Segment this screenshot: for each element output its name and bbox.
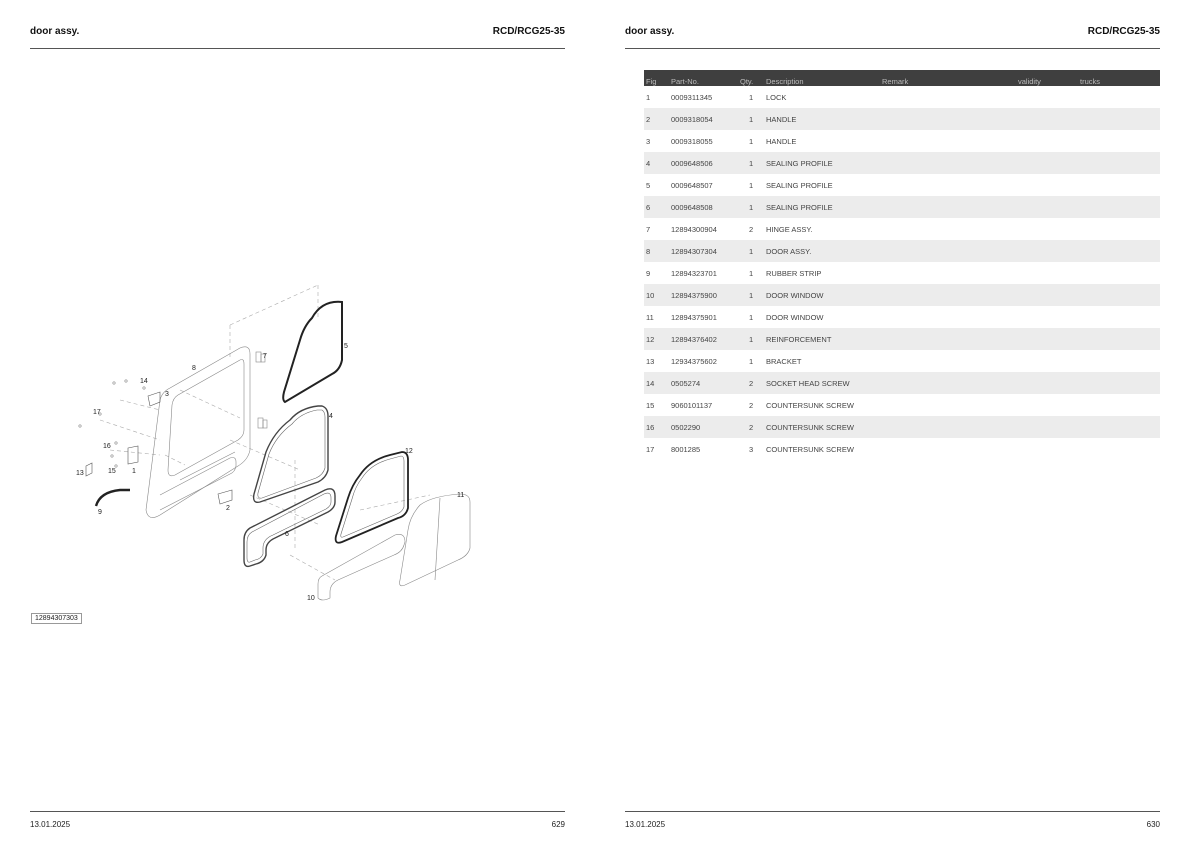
cell-validity	[1016, 262, 1078, 284]
cell-remark	[880, 328, 1016, 350]
cell-validity	[1016, 306, 1078, 328]
table-row	[644, 196, 1160, 218]
cell-description: COUNTERSUNK SCREW	[764, 416, 880, 438]
cell-trucks	[1078, 350, 1160, 372]
cell-trucks	[1078, 438, 1160, 460]
callout-8: 8	[192, 365, 196, 372]
callout-12: 12	[405, 448, 413, 455]
cell-validity	[1016, 152, 1078, 174]
callout-17: 17	[93, 409, 101, 416]
cell-description: DOOR ASSY.	[764, 240, 880, 262]
cell-part-no: 0009648506	[669, 152, 738, 174]
door-window-11-shape	[400, 494, 470, 586]
cell-part-no: 0009318055	[671, 136, 713, 146]
sealing-profile-6-shape	[244, 489, 335, 567]
cell-validity	[1016, 218, 1078, 240]
callout-1: 1	[132, 468, 136, 475]
cell-validity	[1016, 394, 1078, 416]
callout-14: 14	[140, 378, 148, 385]
cell-description: SEALING PROFILE	[764, 196, 880, 218]
column-header-remark: Remark	[880, 70, 1016, 86]
cell-trucks	[1078, 416, 1160, 438]
cell-qty: 3	[749, 444, 754, 454]
cell-part-no: 0505274	[669, 372, 738, 394]
cell-qty: 1	[749, 180, 754, 190]
sealing-profile-4-shape	[254, 406, 328, 502]
cell-description: SOCKET HEAD SCREW	[764, 372, 880, 394]
table-row	[644, 86, 1160, 108]
table-row	[644, 372, 1160, 394]
cell-qty: 1	[749, 92, 754, 102]
callout-13: 13	[76, 470, 84, 477]
cell-trucks	[1078, 394, 1160, 416]
callout-9: 9	[98, 509, 102, 516]
cell-remark	[880, 350, 1016, 372]
footer-divider	[30, 811, 565, 812]
cell-remark	[880, 174, 1016, 196]
cell-trucks	[1078, 372, 1160, 394]
cell-trucks	[1078, 218, 1160, 240]
cell-qty: 2	[749, 224, 754, 234]
cell-description: DOOR WINDOW	[764, 284, 880, 306]
header-divider	[625, 48, 1160, 49]
cell-description: COUNTERSUNK SCREW	[766, 400, 854, 410]
page-number: 629	[551, 820, 565, 829]
cell-trucks	[1078, 284, 1160, 306]
cell-validity	[1016, 240, 1078, 262]
callout-7: 7	[263, 353, 267, 360]
cell-fig: 1	[646, 92, 651, 102]
footer-divider	[625, 811, 1160, 812]
cell-qty: 2	[738, 416, 764, 438]
cell-validity	[1016, 438, 1078, 460]
cell-validity	[1016, 350, 1078, 372]
cell-validity	[1016, 130, 1078, 152]
table-row	[644, 306, 1160, 328]
cell-fig: 3	[646, 136, 651, 146]
cell-qty: 1	[738, 196, 764, 218]
cell-fig: 13	[646, 356, 655, 366]
cell-description: HINGE ASSY.	[766, 224, 813, 234]
callout-6: 6	[285, 531, 289, 538]
cell-remark	[880, 306, 1016, 328]
callout-4: 4	[329, 413, 333, 420]
cell-trucks	[1078, 196, 1160, 218]
cell-qty: 1	[749, 136, 754, 146]
table-row	[644, 416, 1160, 438]
table-row	[644, 262, 1160, 284]
cell-remark	[880, 284, 1016, 306]
column-header-description: Description	[764, 70, 880, 86]
cell-description: RUBBER STRIP	[766, 268, 822, 278]
cell-fig: 17	[646, 444, 655, 454]
table-row	[644, 394, 1160, 416]
cell-remark	[880, 108, 1016, 130]
cell-trucks	[1078, 108, 1160, 130]
cell-trucks	[1078, 240, 1160, 262]
callout-15: 15	[108, 468, 116, 475]
column-header-validity: validity	[1016, 70, 1078, 86]
cell-qty: 1	[738, 108, 764, 130]
cell-description: HANDLE	[766, 136, 797, 146]
cell-part-no: 0009648507	[671, 180, 713, 190]
cell-fig: 2	[644, 108, 669, 130]
model-label: RCD/RCG25-35	[1087, 26, 1160, 37]
cell-fig: 10	[644, 284, 669, 306]
table-row	[644, 174, 1160, 196]
cell-validity	[1016, 416, 1078, 438]
cell-part-no: 0009648508	[669, 196, 738, 218]
column-header-trucks: trucks	[1078, 70, 1160, 86]
table-row	[644, 130, 1160, 152]
footer-date: 13.01.2025	[625, 820, 666, 829]
door-frame-shape	[146, 347, 250, 518]
page-number: 630	[1146, 820, 1160, 829]
model-label: RCD/RCG25-35	[492, 26, 565, 37]
cell-trucks	[1078, 306, 1160, 328]
reinforcement-12-shape	[336, 452, 408, 543]
callout-2: 2	[226, 505, 230, 512]
cell-part-no: 12894376402	[669, 328, 738, 350]
rubber-strip-9-shape	[96, 490, 130, 506]
cell-remark	[880, 196, 1016, 218]
cell-trucks	[1078, 86, 1160, 108]
cell-qty: 1	[749, 356, 754, 366]
cell-remark	[880, 240, 1016, 262]
cell-qty: 1	[738, 284, 764, 306]
cell-fig: 4	[644, 152, 669, 174]
cell-validity	[1016, 108, 1078, 130]
cell-description: REINFORCEMENT	[764, 328, 880, 350]
parts-table-body	[644, 86, 1160, 460]
cell-remark	[880, 218, 1016, 240]
cell-remark	[880, 152, 1016, 174]
table-row	[644, 284, 1160, 306]
callout-11: 11	[457, 492, 465, 499]
cell-qty: 1	[749, 312, 754, 322]
cell-part-no: 12894375901	[671, 312, 717, 322]
footer-date: 13.01.2025	[30, 820, 71, 829]
table-row	[644, 350, 1160, 372]
cell-fig: 16	[644, 416, 669, 438]
cell-validity	[1016, 328, 1078, 350]
cell-fig: 15	[646, 400, 655, 410]
parts-table	[644, 70, 1160, 460]
cell-description: COUNTERSUNK SCREW	[766, 444, 854, 454]
cell-fig: 14	[644, 372, 669, 394]
cell-description: LOCK	[766, 92, 787, 102]
column-header-fig: Fig	[644, 70, 669, 86]
cell-part-no: 12894323701	[671, 268, 717, 278]
cell-fig: 8	[644, 240, 669, 262]
cell-validity	[1016, 284, 1078, 306]
cell-description: BRACKET	[766, 356, 802, 366]
cell-remark	[880, 416, 1016, 438]
callout-5: 5	[344, 343, 348, 350]
cell-fig: 12	[644, 328, 669, 350]
sealing-profile-5-shape	[283, 302, 342, 402]
cell-description: HANDLE	[764, 108, 880, 130]
table-row	[644, 108, 1160, 130]
cell-part-no: 12934375602	[671, 356, 717, 366]
cell-trucks	[1078, 262, 1160, 284]
cell-part-no: 0009311345	[671, 92, 713, 102]
cell-description: SEALING PROFILE	[766, 180, 833, 190]
cell-validity	[1016, 196, 1078, 218]
cell-part-no: 0502290	[669, 416, 738, 438]
cell-qty: 1	[738, 328, 764, 350]
table-row	[644, 218, 1160, 240]
cell-trucks	[1078, 130, 1160, 152]
cell-description: SEALING PROFILE	[764, 152, 880, 174]
cell-description: DOOR WINDOW	[766, 312, 824, 322]
cell-remark	[880, 372, 1016, 394]
cell-qty: 1	[749, 268, 754, 278]
page-title: door assy.	[30, 26, 80, 37]
table-row	[644, 240, 1160, 262]
cell-validity	[1016, 86, 1078, 108]
column-header-qty: Qty.	[738, 70, 764, 86]
cell-remark	[880, 130, 1016, 152]
page-title: door assy.	[625, 26, 675, 37]
cell-remark	[880, 262, 1016, 284]
table-row	[644, 438, 1160, 460]
right-page	[595, 0, 1190, 842]
cell-remark	[880, 394, 1016, 416]
cell-fig: 9	[646, 268, 651, 278]
cell-part-no: 8001285	[671, 444, 701, 454]
cell-fig: 6	[644, 196, 669, 218]
cell-fig: 7	[646, 224, 651, 234]
cell-validity	[1016, 174, 1078, 196]
callout-3: 3	[165, 391, 169, 398]
cell-qty: 2	[749, 400, 754, 410]
table-row	[644, 152, 1160, 174]
cell-part-no: 12894375900	[669, 284, 738, 306]
cell-qty: 1	[738, 152, 764, 174]
cell-part-no: 0009318054	[669, 108, 738, 130]
drawing-number: 12894307303	[31, 613, 82, 624]
cell-part-no: 9060101137	[671, 400, 713, 410]
column-header-part-no: Part-No.	[669, 70, 738, 86]
cell-trucks	[1078, 328, 1160, 350]
cell-part-no: 12894300904	[671, 224, 717, 234]
cell-qty: 1	[738, 240, 764, 262]
cell-trucks	[1078, 152, 1160, 174]
cell-qty: 2	[738, 372, 764, 394]
cell-trucks	[1078, 174, 1160, 196]
exploded-door-drawing	[60, 280, 490, 610]
cell-remark	[880, 438, 1016, 460]
callout-16: 16	[103, 443, 111, 450]
callout-10: 10	[307, 595, 315, 602]
door-window-10-shape	[318, 534, 405, 600]
cell-fig: 5	[646, 180, 651, 190]
table-header-row	[644, 70, 1160, 86]
cell-part-no: 12894307304	[669, 240, 738, 262]
header-divider	[30, 48, 565, 49]
table-row	[644, 328, 1160, 350]
cell-remark	[880, 86, 1016, 108]
cell-validity	[1016, 372, 1078, 394]
cell-fig: 11	[646, 312, 654, 322]
